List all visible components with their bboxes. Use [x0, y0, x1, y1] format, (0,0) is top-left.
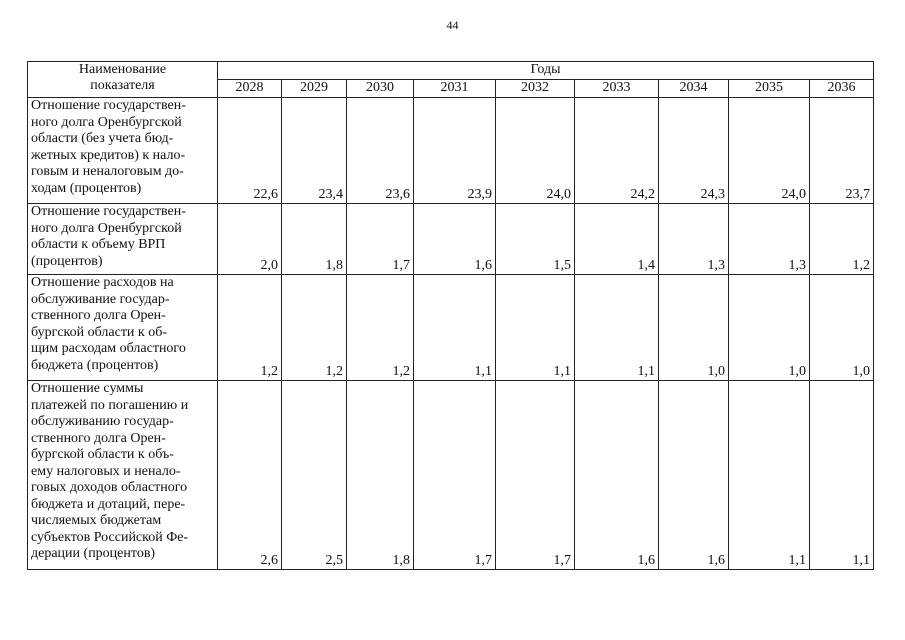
- year-header-2028: 2028: [218, 80, 282, 98]
- indicator-name: Отношение суммы платежей по погашению и обслуживанию государ- ственного долга Орен- бургской области к объ- ему налоговых и ненало- говых доходов областного бюджета и дотаций, пере- числяемых бюджетам субъектов Российской Фе- дерации (процентов): [28, 381, 218, 570]
- year-header-2031: 2031: [414, 80, 496, 98]
- year-header-2033: 2033: [575, 80, 659, 98]
- value-cell-2031: 1,6: [414, 204, 496, 275]
- value-cell-2034: 1,0: [659, 275, 729, 381]
- value-cell-2036: 1,1: [810, 381, 874, 570]
- value-cell-2034: 1,3: [659, 204, 729, 275]
- indicator-name-header: [28, 62, 218, 98]
- debt-indicators-table: [27, 61, 874, 570]
- value-cell-2031: 23,9: [414, 98, 496, 204]
- table-row: [28, 98, 874, 204]
- table-row: [28, 381, 874, 570]
- value-cell-2029: 2,5: [282, 381, 347, 570]
- value-cell-2029: 23,4: [282, 98, 347, 204]
- value-cell-2036: 23,7: [810, 98, 874, 204]
- value-cell-2035: 1,1: [729, 381, 810, 570]
- value-cell-2032: 1,5: [496, 204, 575, 275]
- indicator-name: Отношение государствен- ного долга Оренбургской области к объему ВРП (процентов): [28, 204, 218, 275]
- value-cell-2028: 2,6: [218, 381, 282, 570]
- table-row: [28, 275, 874, 381]
- value-cell-2034: 24,3: [659, 98, 729, 204]
- year-header-2035: 2035: [729, 80, 810, 98]
- year-header-2029: 2029: [282, 80, 347, 98]
- value-cell-2028: 22,6: [218, 98, 282, 204]
- value-cell-2030: 1,7: [347, 204, 414, 275]
- value-cell-2030: 1,2: [347, 275, 414, 381]
- value-cell-2030: 1,8: [347, 381, 414, 570]
- value-cell-2035: 24,0: [729, 98, 810, 204]
- value-cell-2035: 1,3: [729, 204, 810, 275]
- value-cell-2032: 1,1: [496, 275, 575, 381]
- value-cell-2028: 1,2: [218, 275, 282, 381]
- value-cell-2033: 1,1: [575, 275, 659, 381]
- year-header-2034: 2034: [659, 80, 729, 98]
- value-cell-2030: 23,6: [347, 98, 414, 204]
- indicator-name-header-text: Наименование показателя: [78, 62, 167, 93]
- value-cell-2029: 1,2: [282, 275, 347, 381]
- value-cell-2033: 1,4: [575, 204, 659, 275]
- page-number: 44: [446, 18, 459, 32]
- year-header-2030: 2030: [347, 80, 414, 98]
- value-cell-2031: 1,1: [414, 275, 496, 381]
- year-header-2036: 2036: [810, 80, 874, 98]
- table-row: [28, 204, 874, 275]
- value-cell-2032: 24,0: [496, 98, 575, 204]
- value-cell-2028: 2,0: [218, 204, 282, 275]
- indicator-name: Отношение государствен- ного долга Оренбургской области (без учета бюд- жетных кредитов) к нало- говым и неналоговым до- ходам (процентов): [28, 98, 218, 204]
- value-cell-2036: 1,2: [810, 204, 874, 275]
- indicator-name: Отношение расходов на обслуживание государ- ственного долга Орен- бургской области к об- щим расходам областного бюджета (процентов): [28, 275, 218, 381]
- value-cell-2031: 1,7: [414, 381, 496, 570]
- value-cell-2033: 1,6: [575, 381, 659, 570]
- year-header-2032: 2032: [496, 80, 575, 98]
- value-cell-2034: 1,6: [659, 381, 729, 570]
- value-cell-2032: 1,7: [496, 381, 575, 570]
- years-header: Годы: [218, 62, 874, 80]
- value-cell-2029: 1,8: [282, 204, 347, 275]
- value-cell-2036: 1,0: [810, 275, 874, 381]
- value-cell-2033: 24,2: [575, 98, 659, 204]
- table-body: [28, 98, 874, 570]
- value-cell-2035: 1,0: [729, 275, 810, 381]
